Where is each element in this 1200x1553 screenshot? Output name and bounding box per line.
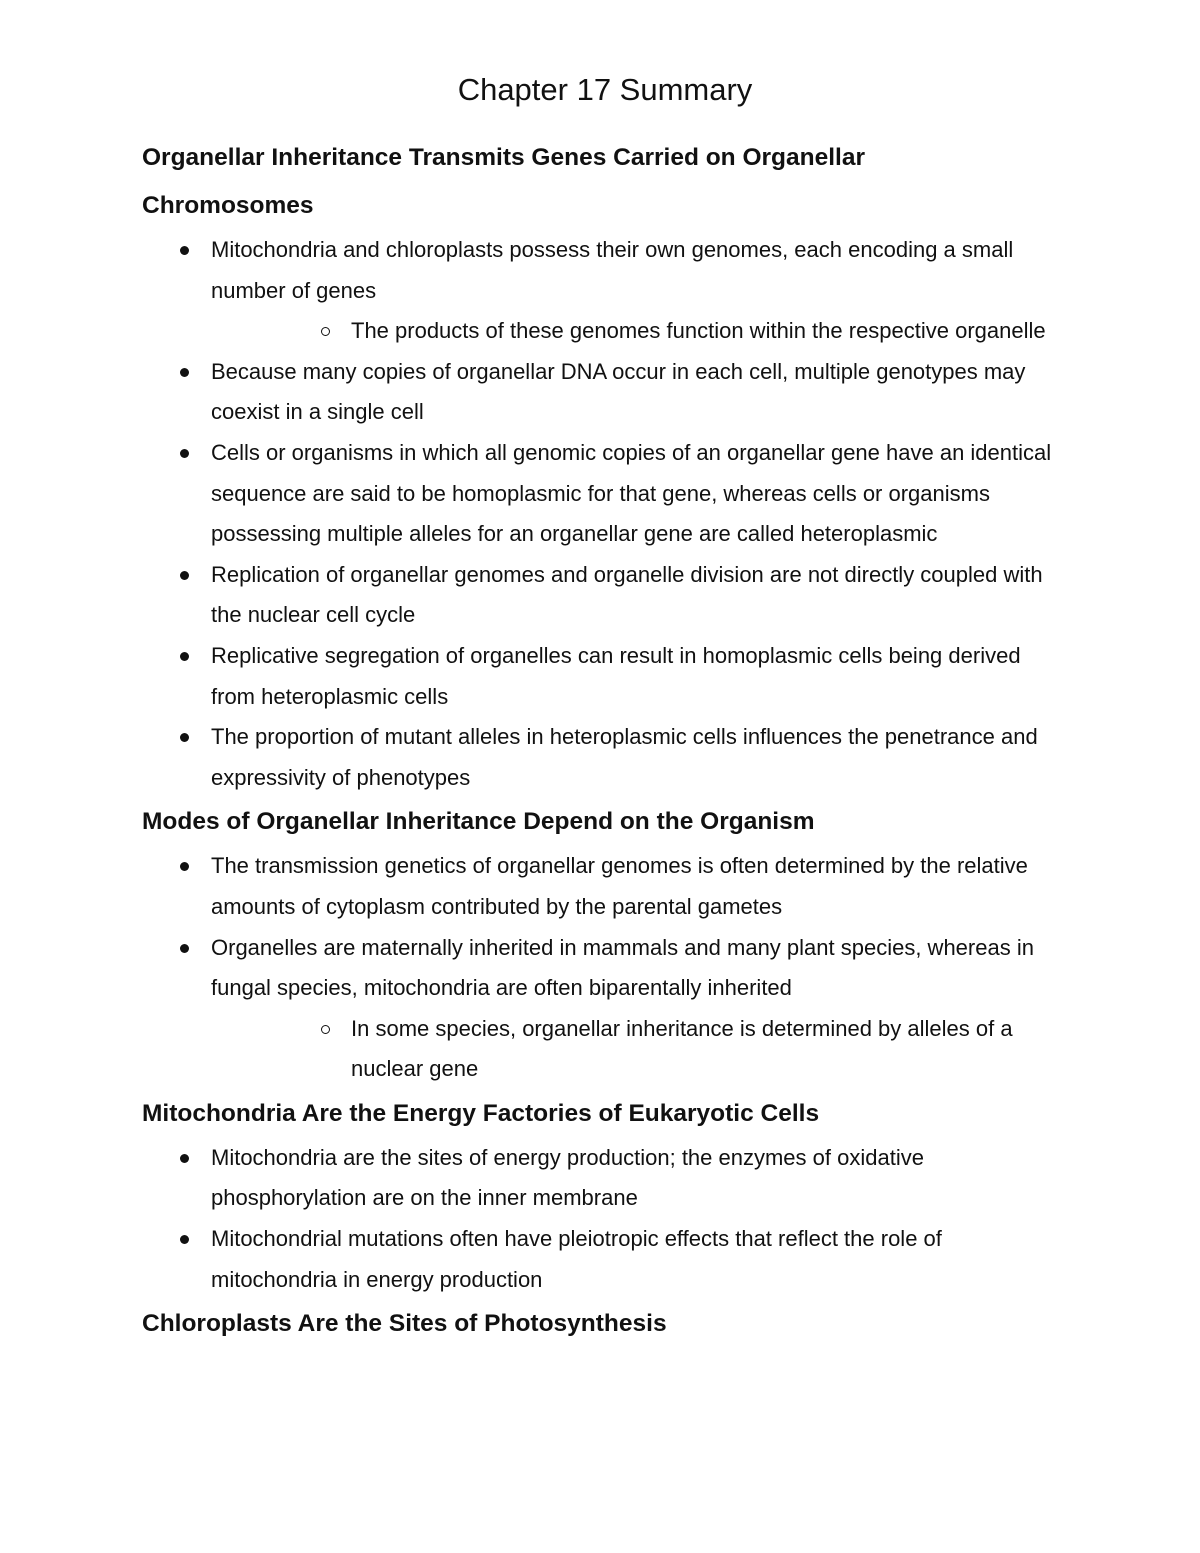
list-item [142, 230, 1060, 352]
list-item-text: Mitochondria are the sites of energy production; the enzymes of oxidative phosphorylation are on the inner membrane [211, 1144, 924, 1211]
section-mitochondria [142, 1090, 1060, 1300]
section-heading: Mitochondria Are the Energy Factories of Eukaryotic Cells [142, 1099, 820, 1127]
bullet-list [142, 1138, 1060, 1300]
section-heading-line-2: Chromosomes [142, 192, 314, 219]
section-modes-of-inheritance [142, 798, 1060, 1090]
list-item [142, 352, 1060, 433]
list-item-text: Replication of organellar genomes and organelle division are not directly coupled with the nuclear cell cycle [211, 561, 1043, 628]
list-item-text: Organelles are maternally inherited in mammals and many plant species, whereas in fungal species, mitochondria are often biparentally inherited [211, 934, 1034, 1001]
sub-list-item-text: In some species, organellar inheritance is determined by alleles of a nuclear gene [351, 1015, 1013, 1082]
list-item [142, 1138, 1060, 1219]
list-item [142, 636, 1060, 717]
page-title: Chapter 17 Summary [457, 72, 753, 107]
bullet-dot-icon [180, 1154, 189, 1163]
list-item [142, 433, 1060, 555]
list-item [142, 717, 1060, 798]
bullet-list [142, 230, 1060, 798]
hollow-bullet-icon [321, 1025, 330, 1034]
list-item-text: Because many copies of organellar DNA occur in each cell, multiple genotypes may coexist in a single cell [211, 358, 1026, 425]
sub-list-item-text: The products of these genomes function within the respective organelle [351, 318, 1046, 344]
list-item [142, 928, 1060, 1090]
bullet-dot-icon [180, 652, 189, 661]
sub-bullet-list [211, 311, 1060, 352]
list-item-text: Replicative segregation of organelles can result in homoplasmic cells being derived from heteroplasmic cells [211, 642, 1021, 709]
bullet-list [142, 846, 1060, 1090]
sub-bullet-list [211, 1009, 1060, 1090]
sub-list-item [211, 311, 1060, 352]
hollow-bullet-icon [321, 327, 330, 336]
section-chloroplasts [142, 1300, 1060, 1348]
list-item-text: The transmission genetics of organellar genomes is often determined by the relative amounts of cytoplasm contributed by the parental gametes [211, 853, 1028, 919]
bullet-dot-icon [180, 368, 189, 377]
bullet-dot-icon [180, 1235, 189, 1244]
bullet-dot-icon [180, 944, 189, 953]
section-heading [142, 134, 1060, 230]
bullet-dot-icon [180, 862, 189, 871]
section-heading: Modes of Organellar Inheritance Depend on the Organism [142, 808, 815, 836]
list-item [142, 846, 1060, 927]
list-item-text: Mitochondrial mutations often have pleiotropic effects that reflect the role of mitochondria in energy production [211, 1226, 942, 1292]
bullet-dot-icon [180, 449, 189, 458]
bullet-dot-icon [180, 733, 189, 742]
sub-list-item [211, 1009, 1060, 1090]
section-heading-line-1: Organellar Inheritance Transmits Genes Carried on Organellar [142, 144, 866, 171]
list-item-text: Mitochondria and chloroplasts possess their own genomes, each encoding a small number of genes [211, 237, 1014, 303]
bullet-dot-icon [180, 246, 189, 255]
section-organellar-inheritance [142, 134, 1060, 798]
bullet-dot-icon [180, 571, 189, 580]
list-item-text: Cells or organisms in which all genomic copies of an organellar gene have an identical sequence are said to be homoplasmic for that gene, whereas cells or organisms possessing multiple alleles for an organellar gene are called heteroplasmic [211, 439, 1052, 547]
list-item [142, 555, 1060, 636]
section-heading: Chloroplasts Are the Sites of Photosynthesis [142, 1310, 667, 1338]
list-item-text: The proportion of mutant alleles in heteroplasmic cells influences the penetrance and expressivity of phenotypes [211, 724, 1038, 790]
list-item [142, 1219, 1060, 1300]
